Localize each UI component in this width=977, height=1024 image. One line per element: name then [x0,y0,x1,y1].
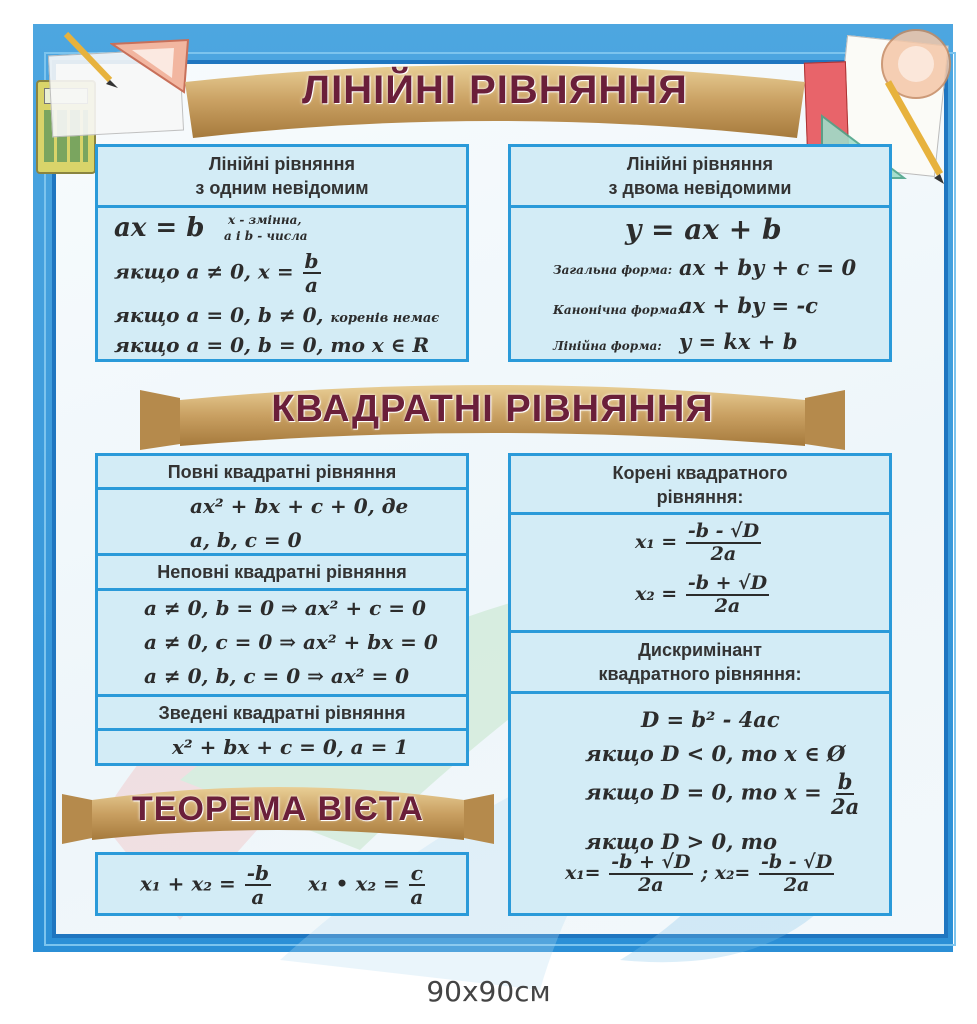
vieta-sum-label: x₁ + x₂ = [140,871,236,896]
box-roots [508,453,892,633]
numerator: -b + √D [687,572,768,594]
line-no-roots-text: якщо a = 0, b ≠ 0, [114,303,324,327]
numerator: -b - √D [760,851,833,873]
disc-formula: D = b² - 4ac [641,707,780,732]
head-roots-2: рівняння: [656,487,744,507]
box-linear-one [95,144,469,362]
divider [98,728,466,731]
label-linear-form: Лінійна форма: [553,339,662,353]
ribbon-linear [185,54,805,142]
line-incomplete-3: a ≠ 0, b, c = 0 ⇒ ax² = 0 [144,664,410,688]
box-discriminant [508,630,892,916]
fraction-b-a [303,251,321,295]
denominator: 2a [783,874,810,896]
head-discriminant-1: Дискримінант [638,640,762,660]
line-full-2: a, b, c = 0 [190,528,302,552]
numerator: b [304,249,319,273]
fraction-c-a [409,863,425,907]
head-full: Повні квадратні рівняння [167,462,397,482]
fraction-disc-x2 [759,853,834,895]
denominator: a [251,885,265,909]
disc-positive: якщо D > 0, то [585,829,777,854]
line-a-nonzero [114,251,323,295]
line-incomplete-1: a ≠ 0, b = 0 ⇒ ax² + c = 0 [144,596,426,620]
line-reduced: x² + bx + c = 0, a = 1 [172,735,409,759]
denominator: 2a [638,874,664,896]
eq-y-ax-b: y = ax + b [625,213,782,246]
ribbon-vieta [62,780,494,848]
head-reduced: Зведені квадратні рівняння [158,703,406,723]
disc-x2-label: x₂= [714,862,751,884]
ribbon-quadratic [140,380,845,454]
disc-zero-text: якщо D = 0, то x = [585,779,822,805]
label-general-form: Загальна форма: [553,263,673,277]
box-linear-two [508,144,892,362]
eq-ax-b: ax = b [114,213,205,243]
head-roots-1: Корені квадратного [612,463,788,483]
disc-separator: ; [701,862,709,884]
denominator: a [410,885,424,909]
vieta-product-label: x₁ • x₂ = [308,871,400,896]
divider [98,588,466,591]
line-any-x: якщо a = 0, b = 0, то x ∈ R [114,333,430,357]
size-caption: 90x90см [426,975,551,1008]
line-full-1: ax² + bx + c + 0, де [190,494,409,518]
box-full-quadratic [95,453,469,556]
divider [98,205,466,208]
root-x2 [635,574,771,616]
ruler-triangle-icon [110,36,190,96]
title-linear: ЛІНІЙНІ РІВНЯННЯ [302,68,688,112]
head-linear-one-1: Лінійні рівняння [208,154,356,174]
title-quadratic: КВАДРАТНІ РІВНЯННЯ [271,388,714,430]
head-linear-one-2: з одним невідомим [195,178,369,198]
head-incomplete: Неповні квадратні рівняння [157,562,407,582]
root-x2-label: x₂ = [635,583,678,605]
divider [511,512,889,515]
vieta-sum [140,863,273,907]
box-incomplete-quadratic [95,553,469,697]
box-vieta [95,852,469,916]
numerator: c [410,861,423,885]
divider [98,487,466,490]
eq-linear-form: y = kx + b [679,329,798,354]
numerator: b [837,769,853,794]
denominator: 2a [710,543,737,565]
root-x1 [635,522,763,564]
eq-general-form: ax + by + c = 0 [679,255,857,280]
divider [511,691,889,694]
numerator: -b [246,861,270,885]
line-incomplete-2: a ≠ 0, c = 0 ⇒ ax² + bx = 0 [144,630,438,654]
vieta-product [308,863,427,907]
head-discriminant-2: квадратного рівняння: [598,664,802,684]
fraction-b-2a [831,771,859,817]
numerator: -b + √D [611,851,691,873]
denominator: 2a [714,595,741,617]
label-canonical-form: Канонічна форма: [553,303,682,317]
root-x1-label: x₁ = [635,531,678,553]
pencil-icon [62,30,122,90]
note-numbers: a і b - числа [224,229,308,243]
eq-canonical-form: ax + by = -c [679,293,818,318]
line-no-roots [114,303,439,327]
numerator: -b - √D [687,520,760,542]
denominator: a [305,273,319,297]
divider [511,205,889,208]
disc-zero [585,771,861,817]
disc-x1-label: x₁= [565,862,601,884]
fraction-root-x1 [686,522,761,564]
fraction-minus-b-a [245,863,271,907]
head-linear-two-1: Лінійні рівняння [626,154,774,174]
fraction-disc-x1 [609,853,692,895]
head-linear-two-2: з двома невідомими [608,178,792,198]
disc-roots [565,853,836,895]
line-a-nonzero-text: якщо a ≠ 0, x = [114,259,294,284]
line-no-roots-note: коренів немає [330,311,440,326]
note-variable: x - змінна, [228,213,302,227]
denominator: 2a [831,794,860,819]
box-reduced-quadratic [95,694,469,766]
disc-negative: якщо D < 0, то x ∈ Ø [585,741,846,766]
fraction-root-x2 [686,574,769,616]
title-vieta: ТЕОРЕМА ВІЄТА [132,790,424,828]
